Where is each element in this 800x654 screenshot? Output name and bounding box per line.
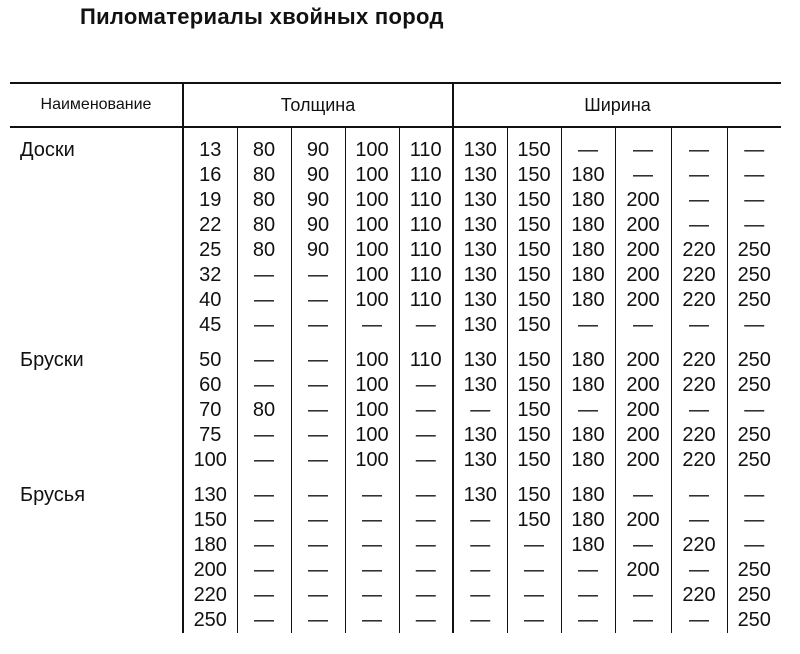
cell-width: 130 [453, 163, 507, 188]
cell-width: — [744, 399, 765, 421]
cell-thickness: — [399, 508, 453, 533]
cell-thickness: — [291, 423, 345, 448]
cell-thickness: 80 [237, 398, 291, 423]
cell-width: 150 [507, 423, 561, 448]
cell-thickness: 80 [237, 163, 291, 188]
cell-thickness: — [345, 533, 399, 558]
cell-thickness: — [291, 373, 345, 398]
cell-width: — [561, 127, 615, 163]
cell-width: 150 [507, 373, 561, 398]
cell-width: 150 [507, 163, 561, 188]
cell-width: 150 [507, 213, 561, 238]
cell-width: 150 [507, 238, 561, 263]
cell-width: 180 [561, 213, 615, 238]
cell-thickness: 110 [399, 127, 453, 163]
cell-thickness-primary: 220 [183, 583, 237, 608]
cell-thickness: 100 [345, 127, 399, 163]
cell-thickness: — [237, 533, 291, 558]
table-row [10, 583, 781, 608]
cell-thickness: — [237, 423, 291, 448]
cell-thickness: 90 [291, 163, 345, 188]
table-row [10, 213, 781, 238]
cell-thickness: — [399, 608, 453, 633]
cell-width: 130 [453, 338, 507, 373]
cell-width: — [615, 583, 671, 608]
cell-thickness: — [399, 448, 453, 473]
cell-width: 200 [615, 338, 671, 373]
cell-width: 200 [615, 263, 671, 288]
table-row [10, 508, 781, 533]
cell-thickness: — [399, 558, 453, 583]
cell-thickness: 100 [345, 238, 399, 263]
cell-width: — [744, 214, 765, 236]
cell-width: — [744, 189, 765, 211]
cell-thickness: 110 [399, 188, 453, 213]
cell-thickness: — [291, 608, 345, 633]
cell-thickness: 100 [345, 163, 399, 188]
group-name-empty [10, 448, 183, 473]
cell-width: 180 [561, 188, 615, 213]
cell-width: — [561, 608, 615, 633]
group-name-empty [10, 263, 183, 288]
table-row [10, 263, 781, 288]
group-name-empty [10, 583, 183, 608]
cell-width: 250 [737, 349, 771, 371]
cell-width: 130 [453, 238, 507, 263]
table-row [10, 423, 781, 448]
cell-width: 220 [671, 288, 727, 313]
cell-thickness: — [291, 338, 345, 373]
cell-width: — [507, 558, 561, 583]
cell-width: 200 [615, 188, 671, 213]
table-row [10, 473, 781, 508]
cell-width: — [615, 533, 671, 558]
cell-thickness: — [399, 398, 453, 423]
cell-width: 250 [737, 374, 771, 396]
table-row [10, 313, 781, 338]
cell-width: 150 [507, 473, 561, 508]
cell-width: 200 [615, 508, 671, 533]
cell-width: 150 [507, 448, 561, 473]
cell-width: 250 [737, 264, 771, 286]
cell-thickness: 100 [345, 188, 399, 213]
cell-width: 180 [561, 238, 615, 263]
cell-thickness: — [237, 558, 291, 583]
cell-width: 150 [507, 508, 561, 533]
header-thickness: Толщина [183, 83, 453, 127]
cell-thickness: 100 [345, 213, 399, 238]
cell-thickness: 80 [237, 238, 291, 263]
cell-thickness-primary: 16 [183, 163, 237, 188]
cell-width: 180 [561, 533, 615, 558]
cell-width: — [671, 558, 727, 583]
cell-width: 130 [453, 263, 507, 288]
cell-width: 200 [615, 423, 671, 448]
cell-thickness: — [291, 583, 345, 608]
cell-width: 150 [507, 188, 561, 213]
cell-thickness: — [237, 313, 291, 338]
group-name-empty [10, 213, 183, 238]
cell-thickness: — [237, 448, 291, 473]
cell-thickness: — [291, 558, 345, 583]
group-name-empty [10, 398, 183, 423]
cell-thickness: 100 [345, 398, 399, 423]
cell-thickness: 110 [399, 238, 453, 263]
lumber-table [10, 82, 781, 633]
cell-width: 200 [615, 238, 671, 263]
table-row [10, 448, 781, 473]
group-name: Бруски [10, 338, 183, 373]
cell-thickness: — [345, 313, 399, 338]
cell-thickness: — [237, 508, 291, 533]
cell-thickness-primary: 100 [183, 448, 237, 473]
cell-thickness: 90 [291, 127, 345, 163]
cell-width: — [453, 533, 507, 558]
cell-thickness: — [291, 313, 345, 338]
cell-thickness: — [237, 608, 291, 633]
cell-width: 200 [615, 288, 671, 313]
group-name-empty [10, 533, 183, 558]
cell-thickness: — [291, 288, 345, 313]
table-body [10, 127, 781, 633]
cell-width: — [453, 583, 507, 608]
cell-width: 250 [737, 424, 771, 446]
cell-thickness: 100 [345, 288, 399, 313]
cell-width: — [507, 608, 561, 633]
cell-width: 180 [561, 473, 615, 508]
cell-thickness: — [291, 508, 345, 533]
cell-thickness: — [291, 473, 345, 508]
cell-width: 220 [671, 238, 727, 263]
cell-width: — [671, 127, 727, 163]
cell-width: 200 [615, 398, 671, 423]
cell-thickness: 100 [345, 423, 399, 448]
cell-width: 130 [453, 313, 507, 338]
cell-width: 220 [671, 338, 727, 373]
cell-width: — [507, 533, 561, 558]
cell-width: 220 [671, 533, 727, 558]
cell-width: — [453, 398, 507, 423]
cell-width: 180 [561, 508, 615, 533]
cell-width: 250 [737, 609, 771, 631]
group-name-empty [10, 558, 183, 583]
cell-width: 220 [671, 448, 727, 473]
cell-width: — [671, 213, 727, 238]
cell-width: 250 [737, 239, 771, 261]
cell-thickness: 100 [345, 373, 399, 398]
table-row [10, 238, 781, 263]
cell-width: — [744, 314, 765, 336]
cell-width: — [615, 163, 671, 188]
cell-thickness: — [345, 608, 399, 633]
group-name-empty [10, 163, 183, 188]
cell-width: 130 [453, 423, 507, 448]
cell-width: — [744, 139, 765, 161]
cell-width: 220 [671, 423, 727, 448]
cell-width: 180 [561, 288, 615, 313]
cell-width: — [507, 583, 561, 608]
cell-thickness: — [237, 263, 291, 288]
cell-thickness: 100 [345, 338, 399, 373]
cell-thickness: — [237, 373, 291, 398]
cell-thickness: — [399, 473, 453, 508]
cell-thickness: 110 [399, 338, 453, 373]
cell-thickness: 80 [237, 213, 291, 238]
cell-width: 150 [507, 338, 561, 373]
cell-width: — [453, 558, 507, 583]
cell-width: 130 [453, 213, 507, 238]
cell-width: 200 [615, 373, 671, 398]
cell-width: 220 [671, 373, 727, 398]
group-name-empty [10, 288, 183, 313]
cell-thickness-primary: 25 [183, 238, 237, 263]
group-name-empty [10, 423, 183, 448]
cell-thickness: 90 [291, 188, 345, 213]
cell-thickness: — [345, 583, 399, 608]
cell-thickness: — [345, 508, 399, 533]
cell-thickness: — [399, 533, 453, 558]
table-row [10, 373, 781, 398]
cell-thickness: 100 [345, 263, 399, 288]
group-name: Доски [10, 127, 183, 163]
cell-width: 180 [561, 338, 615, 373]
cell-width: — [671, 163, 727, 188]
cell-thickness-primary: 200 [183, 558, 237, 583]
group-name-empty [10, 188, 183, 213]
cell-thickness: — [345, 558, 399, 583]
cell-thickness: 110 [399, 163, 453, 188]
cell-thickness: — [237, 288, 291, 313]
table-row [10, 163, 781, 188]
cell-width: — [453, 508, 507, 533]
cell-thickness: — [237, 583, 291, 608]
cell-thickness-primary: 60 [183, 373, 237, 398]
cell-thickness: — [237, 473, 291, 508]
cell-width: 250 [737, 584, 771, 606]
header-name: Наименование [10, 83, 183, 127]
cell-width: — [561, 583, 615, 608]
cell-width: — [561, 313, 615, 338]
cell-thickness: — [291, 533, 345, 558]
cell-thickness: 100 [345, 448, 399, 473]
cell-thickness: 110 [399, 288, 453, 313]
cell-width: — [615, 127, 671, 163]
cell-width: — [615, 473, 671, 508]
cell-thickness: — [291, 263, 345, 288]
header-row [10, 83, 781, 127]
cell-width: 200 [615, 448, 671, 473]
cell-width: — [744, 509, 765, 531]
cell-thickness: — [291, 448, 345, 473]
cell-thickness-primary: 19 [183, 188, 237, 213]
cell-width: — [615, 313, 671, 338]
table-row [10, 558, 781, 583]
cell-width: 180 [561, 263, 615, 288]
cell-width: — [744, 534, 765, 556]
cell-width: 200 [615, 558, 671, 583]
cell-width: 180 [561, 423, 615, 448]
table-row [10, 288, 781, 313]
group-name-empty [10, 508, 183, 533]
group-name-empty [10, 238, 183, 263]
cell-width: 130 [453, 188, 507, 213]
cell-thickness: 80 [237, 188, 291, 213]
cell-width: 130 [453, 373, 507, 398]
cell-width: 130 [453, 473, 507, 508]
group-name-empty [10, 608, 183, 633]
cell-width: 250 [737, 289, 771, 311]
cell-width: 150 [507, 127, 561, 163]
cell-width: — [671, 608, 727, 633]
cell-thickness: — [399, 583, 453, 608]
header-width: Ширина [453, 83, 781, 127]
cell-width: 130 [453, 448, 507, 473]
cell-thickness-primary: 150 [183, 508, 237, 533]
table-row [10, 188, 781, 213]
cell-thickness: — [399, 313, 453, 338]
cell-thickness-primary: 70 [183, 398, 237, 423]
cell-width: 130 [453, 288, 507, 313]
cell-width: — [671, 398, 727, 423]
cell-thickness-primary: 22 [183, 213, 237, 238]
table-row [10, 533, 781, 558]
cell-thickness: — [291, 398, 345, 423]
cell-thickness: 90 [291, 238, 345, 263]
cell-width: — [671, 313, 727, 338]
cell-width: — [561, 558, 615, 583]
cell-width: — [561, 398, 615, 423]
cell-width: — [615, 608, 671, 633]
cell-thickness-primary: 130 [183, 473, 237, 508]
group-name: Брусья [10, 473, 183, 508]
cell-thickness: — [399, 373, 453, 398]
cell-width: — [671, 188, 727, 213]
cell-width: 180 [561, 373, 615, 398]
cell-width: 250 [737, 559, 771, 581]
cell-width: 130 [453, 127, 507, 163]
cell-width: 150 [507, 263, 561, 288]
cell-thickness-primary: 50 [183, 338, 237, 373]
cell-thickness-primary: 13 [183, 127, 237, 163]
cell-width: 180 [561, 448, 615, 473]
cell-width: 150 [507, 313, 561, 338]
cell-thickness: 110 [399, 263, 453, 288]
cell-thickness: — [237, 338, 291, 373]
group-name-empty [10, 373, 183, 398]
cell-thickness: 110 [399, 213, 453, 238]
group-name-empty [10, 313, 183, 338]
cell-width: 220 [671, 583, 727, 608]
page-title: Пиломатериалы хвойных пород [80, 4, 444, 29]
cell-width: 200 [615, 213, 671, 238]
table-row [10, 608, 781, 633]
cell-width: — [744, 164, 765, 186]
cell-width: — [744, 484, 765, 506]
cell-thickness-primary: 180 [183, 533, 237, 558]
cell-thickness-primary: 32 [183, 263, 237, 288]
cell-width: — [671, 473, 727, 508]
cell-thickness-primary: 40 [183, 288, 237, 313]
cell-thickness: — [345, 473, 399, 508]
cell-width: — [453, 608, 507, 633]
table-row [10, 127, 781, 163]
cell-thickness-primary: 250 [183, 608, 237, 633]
cell-width: 250 [737, 449, 771, 471]
cell-width: 150 [507, 398, 561, 423]
cell-thickness: — [399, 423, 453, 448]
cell-thickness-primary: 75 [183, 423, 237, 448]
cell-thickness-primary: 45 [183, 313, 237, 338]
cell-thickness: 80 [237, 127, 291, 163]
table-row [10, 338, 781, 373]
cell-thickness: 90 [291, 213, 345, 238]
cell-width: 220 [671, 263, 727, 288]
cell-width: 180 [561, 163, 615, 188]
table-row [10, 398, 781, 423]
cell-width: — [671, 508, 727, 533]
cell-width: 150 [507, 288, 561, 313]
